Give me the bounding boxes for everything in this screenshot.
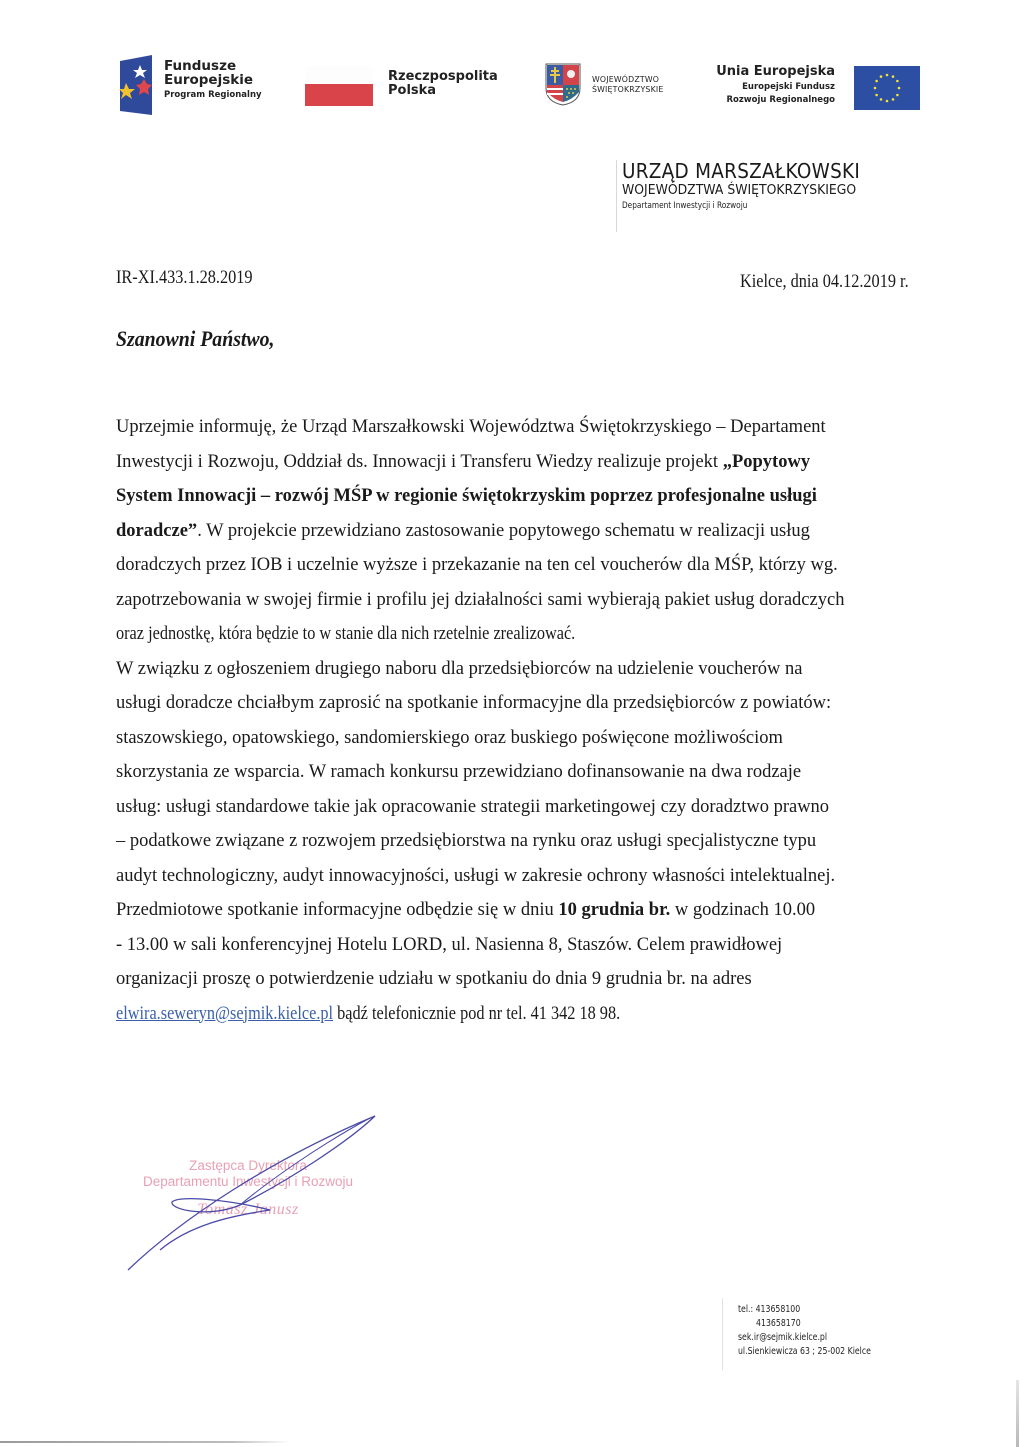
contact-email: sek.ir@sejmik.kielce.pl	[738, 1332, 828, 1343]
body-line: Inwestycji i Rozwoju, Oddział ds. Innowacji i Transferu Wiedzy realizuje projekt „Popytowy	[116, 451, 811, 472]
body-line: skorzystania ze wsparcia. W ramach konkursu przewidziano dofinansowanie na dwa rodzaje	[116, 762, 802, 782]
rzeczpospolita-polska-logo	[305, 66, 505, 106]
signer-name: Tomasz Janusz	[197, 1201, 299, 1218]
fe-title-line1: Fundusze	[164, 58, 237, 74]
body-line: Uprzejmie informuję, że Urząd Marszałkowski Województwa Świętokrzyskiego – Departament	[116, 417, 826, 437]
letterhead-divider	[616, 160, 617, 232]
ue-sub1: Europejski Fundusz	[742, 82, 835, 92]
office-department: Departament Inwestycji i Rozwoju	[622, 201, 748, 211]
handwritten-signature-icon	[120, 1110, 390, 1280]
project-title: doradcze”	[116, 520, 198, 541]
stamp-line2: Departamentu Inwestycji i Rozwoju	[142, 1174, 354, 1189]
body-line: usług: usługi standardowe takie jak opracowanie strategii marketingowej czy doradztwo prawno	[116, 796, 830, 817]
body-line: audyt technologiczny, audyt innowacyjności, usługi w zakresie ochrony własności intelektualnej.	[116, 865, 836, 886]
stamp-line1: Zastępca Dyrektora	[189, 1158, 307, 1173]
rp-line2: Polska	[388, 83, 437, 98]
project-title: System Innowacji – rozwój MŚP w regionie świętokrzyskim poprzez profesjonalne usługi	[116, 486, 817, 506]
meeting-date: 10 grudnia br.	[558, 900, 671, 920]
body-line: oraz jednostkę, która będzie to w stanie dla nich rzetelnie zrealizować.	[116, 624, 576, 644]
body-line: doradcze”. W projekcie przewidziano zastosowanie popytowego schematu w realizacji usług	[116, 520, 810, 541]
contact-address: ul.Sienkiewicza 63 ; 25-002 Kielce	[738, 1346, 871, 1357]
fundusze-europejskie-flag-icon	[118, 55, 158, 115]
project-title: „Popytowy	[722, 451, 811, 472]
ue-title: Unia Europejska	[716, 64, 835, 79]
reference-number: IR-XI.433.1.28.2019	[116, 268, 253, 288]
body-line: doradczych przez IOB i uczelnie wyższe i przekazanie na ten cel voucherów dla MŚP, którzy wg.	[116, 555, 838, 575]
ue-sub2: Rozwoju Regionalnego	[726, 95, 835, 105]
polish-flag-icon	[305, 66, 373, 106]
body-line: – podatkowe związane z rozwojem przedsiębiorstwa na rynku oraz usługi specjalistyczne typu	[116, 831, 817, 851]
body-line: zapotrzebowania w swojej firmie i profilu jej działalności sami wybierają pakiet usług doradczych	[116, 589, 845, 610]
letter-body	[116, 410, 912, 1031]
fundusze-europejskie-logo	[118, 55, 268, 117]
wojewodztwo-swietokrzyskie-logo	[544, 62, 684, 110]
office-letterhead	[622, 160, 922, 213]
office-title: URZĄD MARSZAŁKOWSKI	[622, 159, 861, 183]
contact-tel2: 413658170	[756, 1318, 801, 1329]
scan-edge-bottom	[0, 1441, 290, 1443]
coat-of-arms-icon	[544, 62, 582, 106]
letter-date: Kielce, dnia 04.12.2019 r.	[740, 272, 909, 292]
body-line: usługi doradcze chciałbym zaprosić na spotkanie informacyjne dla przedsiębiorców z powiatów:	[116, 693, 832, 713]
salutation: Szanowni Państwo,	[116, 326, 275, 351]
ws-line2: ŚWIĘTOKRZYSKIE	[592, 85, 664, 94]
fe-subtitle: Program Regionalny	[164, 90, 262, 100]
unia-europejska-logo	[700, 64, 920, 114]
contact-block	[738, 1303, 871, 1359]
email-link[interactable]: elwira.seweryn@sejmik.kielce.pl	[116, 1003, 334, 1024]
rp-line1: Rzeczpospolita	[388, 69, 498, 84]
ws-line1: WOJEWÓDZTWO	[592, 75, 660, 84]
scan-edge-right	[1016, 1380, 1019, 1447]
body-line: - 13.00 w sali konferencyjnej Hotelu LORD, ul. Nasienna 8, Staszów. Celem prawidłowej	[116, 934, 783, 955]
office-subtitle: WOJEWÓDZTWA ŚWIĘTOKRZYSKIEGO	[622, 182, 857, 198]
contact-divider	[722, 1298, 723, 1370]
body-line: staszowskiego, opatowskiego, sandomierskiego oraz buskiego poświęcone możliwościom	[116, 727, 783, 748]
contact-tel: tel.: 413658100	[738, 1304, 801, 1315]
body-line: W związku z ogłoszeniem drugiego naboru dla przedsiębiorców na udzielenie voucherów na	[116, 658, 803, 679]
fe-title-line2: Europejskie	[164, 72, 254, 88]
body-line: Przedmiotowe spotkanie informacyjne odbędzie się w dniu 10 grudnia br. w godzinach 10.00	[116, 900, 816, 920]
body-line: organizacji proszę o potwierdzenie udziału w spotkaniu do dnia 9 grudnia br. na adres	[116, 969, 752, 989]
body-line	[116, 479, 912, 514]
eu-flag-icon	[854, 66, 920, 110]
body-line: elwira.seweryn@sejmik.kielce.pl bądź telefonicznie pod nr tel. 41 342 18 98.	[116, 1003, 621, 1024]
